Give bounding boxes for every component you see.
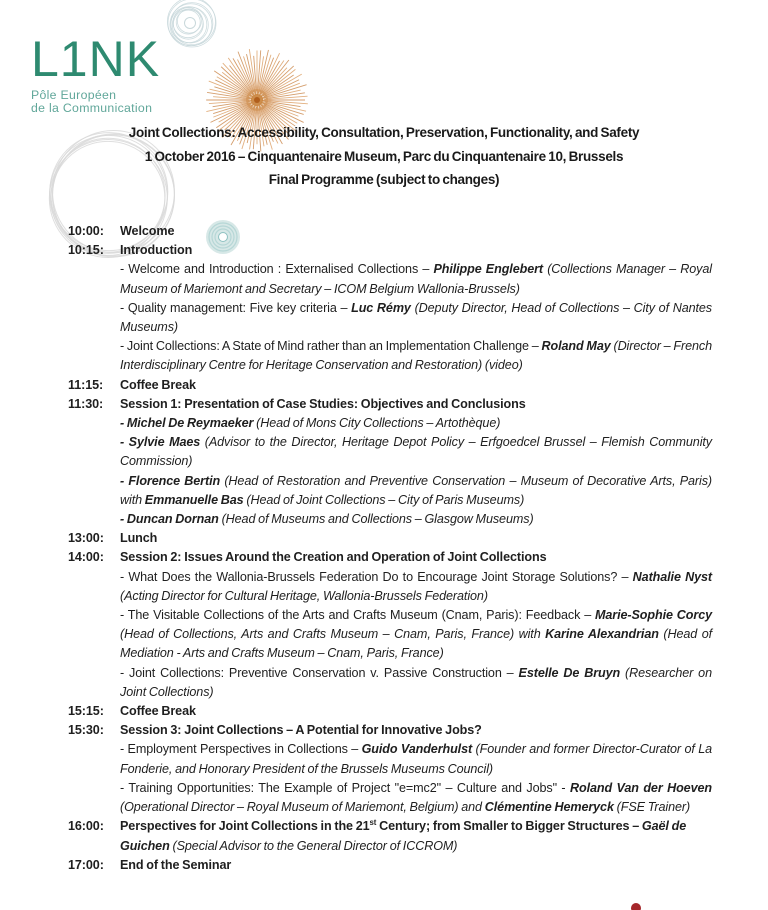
text-segment: (Head of Restoration and Preventive Conservation – Museum of Decorative Arts, Paris) with <box>120 473 712 507</box>
document-title <box>34 121 734 192</box>
text-segment: Introduction <box>120 243 193 258</box>
logo-subtitle <box>31 89 160 115</box>
text-segment: Estelle De Bruyn <box>518 665 621 680</box>
text-segment: - Duncan Dornan <box>120 512 219 527</box>
entry-content <box>120 222 712 241</box>
entry-time: 17:00: <box>68 857 104 872</box>
text-segment: (Operational Director – Royal Museum of Mariemont, Belgium) and <box>120 800 485 815</box>
entry-title <box>120 817 712 855</box>
entry-time: 11:15: <box>68 377 104 392</box>
schedule-entry <box>68 376 712 395</box>
text-segment: Session 1: Presentation of Case Studies: Objectives and Conclusions <box>120 396 526 411</box>
text-segment: (Head of Museums and Collections – Glasgow Museums) <box>218 512 534 527</box>
entry-content <box>120 856 712 875</box>
entry-time: 15:15: <box>68 704 104 719</box>
text-segment: End of the Seminar <box>120 857 232 872</box>
text-segment: (Head of Mons City Collections – Artothèque) <box>253 416 501 431</box>
entry-time: 10:15: <box>68 243 104 258</box>
text-segment: - The Visitable Collections of the Arts and Crafts Museum (Cnam, Paris): Feedback – <box>120 608 596 623</box>
text-segment: (Head of Joint Collections – City of Paris Museums) <box>243 492 525 507</box>
text-segment: Guido Vanderhulst <box>361 742 473 757</box>
schedule-entry <box>68 702 712 721</box>
text-segment: Emmanuelle Bas <box>144 492 244 507</box>
title-line2: 1 October 2016 – Cinquantenaire Museum, Parc du Cinquantenaire 10, Brussels <box>144 148 624 164</box>
entry-item <box>120 414 712 433</box>
entry-item <box>120 472 712 510</box>
text-segment: Welcome <box>120 224 175 238</box>
text-segment: - Florence Bertin <box>120 473 221 488</box>
text-segment: Roland May <box>541 339 611 354</box>
text-segment: Session 2: Issues Around the Creation and Operation of Joint Collections <box>120 550 547 565</box>
entry-time: 14:00: <box>68 550 104 565</box>
entry-item <box>120 433 712 471</box>
entry-item <box>120 568 712 606</box>
spirograph-donut-icon <box>167 0 216 47</box>
entry-content <box>120 376 712 395</box>
text-segment: Lunch <box>120 531 158 546</box>
text-segment: - Training Opportunities: The Example of Project "e=mc2" – Culture and Jobs" - <box>120 780 570 795</box>
schedule-entry <box>68 817 712 855</box>
entry-item <box>120 260 712 298</box>
text-segment: Marie-Sophie Corcy <box>595 608 712 623</box>
title-line3: Final Programme (subject to changes) <box>268 172 500 187</box>
entry-item <box>120 664 712 702</box>
entry-time: 11:30: <box>68 396 104 411</box>
text-segment: Coffee Break <box>120 704 196 719</box>
entry-time: 15:30: <box>68 723 104 738</box>
text-segment: Luc Rémy <box>351 300 411 315</box>
text-segment: - Michel De Reymaeker <box>120 416 254 431</box>
entry-item <box>120 606 712 664</box>
text-segment: (Deputy Director, Head of Collections – City of Nantes Museums) <box>120 300 713 335</box>
text-segment: (Head of Collections, Arts and Crafts Museum – Cnam, Paris, France) with <box>120 627 546 642</box>
entry-content <box>120 529 712 548</box>
entry-item <box>120 299 712 337</box>
text-segment: - What Does the Wallonia-Brussels Federation Do to Encourage Joint Storage Solutions? – <box>120 569 633 584</box>
entry-item <box>120 740 712 778</box>
text-segment: - Welcome and Introduction : Externalised Collections – <box>120 262 434 277</box>
text-segment: (Advisor to the Director, Heritage Depot Policy – Erfgoedcel Brussel – Flemish Community Commission) <box>120 435 712 469</box>
schedule-entry <box>68 548 712 702</box>
text-segment: (Collections Manager – Royal Museum of Mariemont and Secretary – ICOM Belgium Wallonia-Brussels) <box>120 262 712 296</box>
entry-time: 13:00: <box>68 531 104 546</box>
logo-subtitle-line1: Pôle Européen <box>31 88 117 102</box>
entry-title <box>120 548 712 567</box>
entry-title <box>120 856 712 875</box>
entry-title <box>120 395 712 414</box>
entry-content <box>120 702 712 721</box>
schedule <box>68 222 712 875</box>
text-segment: Roland Van der Hoeven <box>570 780 712 795</box>
text-segment: Coffee Break <box>120 377 196 392</box>
schedule-entry <box>68 222 712 241</box>
schedule-entry <box>68 856 712 875</box>
text-segment: Clémentine Hemeryck <box>484 800 614 815</box>
text-segment: - Joint Collections: A State of Mind rather than an Implementation Challenge – <box>120 339 542 354</box>
red-dot-icon <box>631 903 641 910</box>
text-segment: Session 3: Joint Collections – A Potential for Innovative Jobs? <box>120 723 482 738</box>
entry-title <box>120 702 712 721</box>
text-segment: (FSE Trainer) <box>613 800 691 815</box>
text-segment: (Special Advisor to the General Director of ICCROM) <box>169 838 458 853</box>
entry-content <box>120 548 712 702</box>
entry-title <box>120 241 712 260</box>
schedule-entry <box>68 721 712 817</box>
text-segment: (Acting Director for Cultural Heritage, Wallonia-Brussels Federation) <box>120 588 488 603</box>
schedule-entry <box>68 241 712 375</box>
entry-item <box>120 779 712 817</box>
title-line1: Joint Collections: Accessibility, Consultation, Preservation, Functionality, and Safety <box>128 125 640 140</box>
entry-time: 16:00: <box>68 819 104 834</box>
text-segment: - Sylvie Maes <box>120 435 201 450</box>
entry-title <box>120 529 712 548</box>
entry-time: 10:00: <box>68 224 104 238</box>
entry-content <box>120 241 712 375</box>
text-segment: - Employment Perspectives in Collections – <box>120 742 362 757</box>
text-segment: - Quality management: Five key criteria – <box>120 300 352 315</box>
logo-subtitle-line2: de la Communication <box>31 101 153 115</box>
text-segment: (Founder and former Director-Curator of La Fonderie, and Honorary President of the Brussels Museums Council) <box>120 742 712 776</box>
entry-content <box>120 721 712 817</box>
text-segment: Perspectives for Joint Collections in the 21 <box>120 819 370 834</box>
text-segment: Gaël de Guichen <box>120 819 687 853</box>
entry-title <box>120 721 712 740</box>
entry-item <box>120 337 712 375</box>
logo <box>31 31 161 115</box>
text-segment: Century; from Smaller to Bigger Structures – <box>376 819 642 834</box>
text-segment: - Joint Collections: Preventive Conservation v. Passive Construction – <box>120 665 519 680</box>
entry-content <box>120 817 712 855</box>
text-segment: Nathalie Nyst <box>632 569 712 584</box>
schedule-entry <box>68 395 712 529</box>
entry-content <box>120 395 712 529</box>
text-segment: Karine Alexandrian <box>545 627 659 642</box>
text-segment: (Researcher on Joint Collections) <box>120 665 712 699</box>
entry-item <box>120 510 712 529</box>
schedule-entry <box>68 529 712 548</box>
text-segment: (Head of Mediation - Arts and Crafts Museum – Cnam, Paris, France) <box>120 627 712 661</box>
link-logo: L1NK <box>31 31 161 87</box>
entry-title <box>120 222 712 241</box>
text-segment: Philippe Englebert <box>433 262 543 277</box>
text-segment: st <box>369 818 377 828</box>
text-segment: (Director – French Interdisciplinary Centre for Heritage Conservation and Restoration) (video) <box>120 339 713 373</box>
entry-title <box>120 376 712 395</box>
